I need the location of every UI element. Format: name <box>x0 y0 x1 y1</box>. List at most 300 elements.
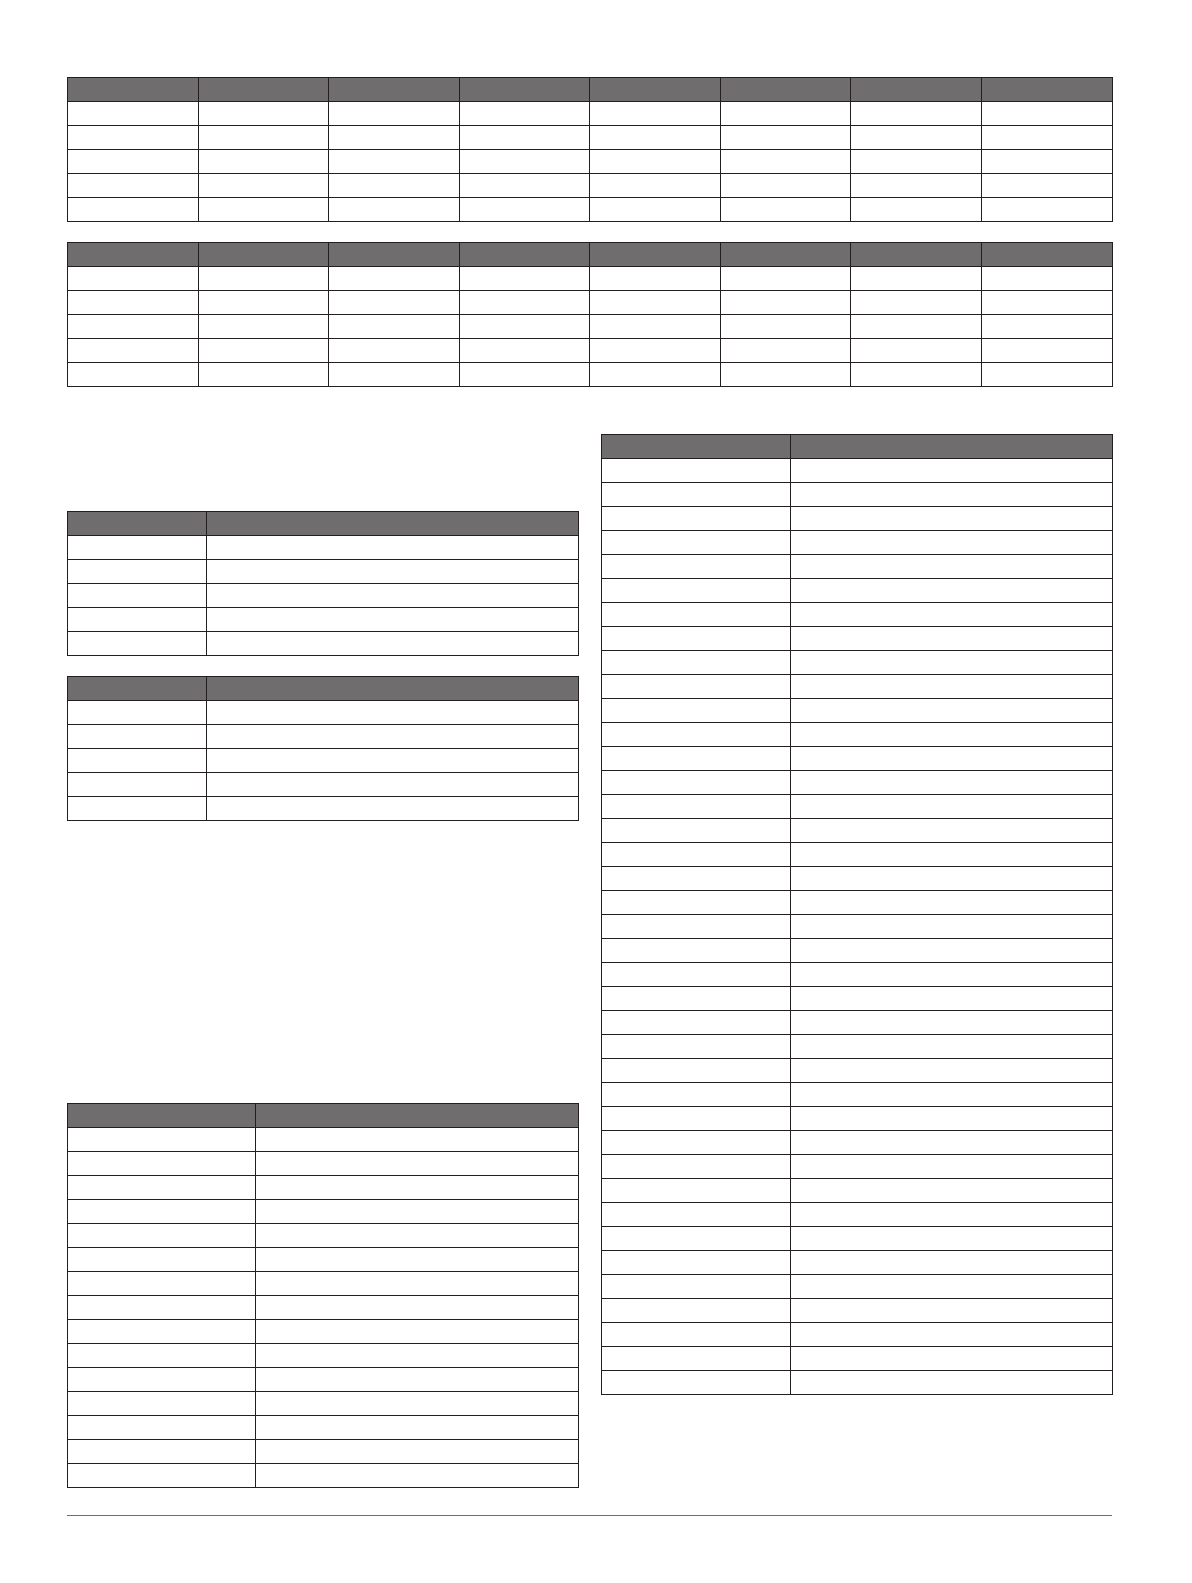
table-cell <box>602 507 791 531</box>
table-cell <box>851 102 982 126</box>
table-cell <box>68 536 207 560</box>
table-cell <box>68 291 199 315</box>
table-cell <box>602 1059 791 1083</box>
header-row <box>68 512 579 536</box>
table-row <box>602 1323 1113 1347</box>
table-cell <box>68 267 199 291</box>
table-cell <box>207 725 579 749</box>
table-cell <box>68 1320 256 1344</box>
table-cell <box>68 749 207 773</box>
left-table-2 <box>67 676 579 821</box>
table-cell <box>68 1128 256 1152</box>
table-cell <box>68 725 207 749</box>
table-cell <box>602 699 791 723</box>
table-cell <box>602 843 791 867</box>
table-cell <box>68 198 199 222</box>
table-cell <box>602 1275 791 1299</box>
header-row <box>68 677 579 701</box>
table-cell <box>68 1344 256 1368</box>
table-header <box>68 1104 579 1128</box>
table-cell <box>68 608 207 632</box>
table-row <box>68 584 579 608</box>
table-cell <box>982 363 1113 387</box>
table-row <box>68 291 1113 315</box>
table-row <box>602 867 1113 891</box>
table-cell <box>602 651 791 675</box>
table-cell <box>68 1392 256 1416</box>
table-cell <box>602 1203 791 1227</box>
table-cell <box>199 363 329 387</box>
table-cell <box>68 1248 256 1272</box>
header-cell <box>207 512 579 536</box>
table-row <box>68 339 1113 363</box>
table-row <box>68 150 1113 174</box>
header-cell <box>982 78 1113 102</box>
header-cell <box>329 243 460 267</box>
table-row <box>68 1392 579 1416</box>
table-cell <box>207 608 579 632</box>
table-cell <box>460 339 590 363</box>
table-cell <box>199 126 329 150</box>
table-cell <box>602 1083 791 1107</box>
table-cell <box>207 749 579 773</box>
table-cell <box>982 126 1113 150</box>
table-header <box>68 512 579 536</box>
table-row <box>68 267 1113 291</box>
footer-rule <box>67 1515 1112 1516</box>
table-cell <box>602 867 791 891</box>
table-cell <box>602 1251 791 1275</box>
table-cell <box>329 339 460 363</box>
table-row <box>68 1176 579 1200</box>
table-cell <box>602 1323 791 1347</box>
top-table-2 <box>67 242 1113 387</box>
table-cell <box>68 1464 256 1488</box>
header-cell <box>199 243 329 267</box>
table-cell <box>329 150 460 174</box>
table-row <box>602 795 1113 819</box>
table-cell <box>207 632 579 656</box>
header-cell <box>721 78 851 102</box>
table-row <box>602 1011 1113 1035</box>
table-cell <box>602 795 791 819</box>
table-cell <box>721 102 851 126</box>
header-cell <box>68 677 207 701</box>
table-cell <box>791 1035 1113 1059</box>
table-row <box>68 773 579 797</box>
table-row <box>602 579 1113 603</box>
table-cell <box>68 150 199 174</box>
table-cell <box>602 675 791 699</box>
header-cell <box>199 78 329 102</box>
table-cell <box>199 315 329 339</box>
table-cell <box>199 339 329 363</box>
table-cell <box>721 315 851 339</box>
table-cell <box>791 963 1113 987</box>
table-cell <box>590 126 721 150</box>
table-cell <box>791 1179 1113 1203</box>
table-cell <box>602 747 791 771</box>
table-cell <box>68 315 199 339</box>
table-cell <box>791 459 1113 483</box>
table-cell <box>590 315 721 339</box>
table-row <box>602 1179 1113 1203</box>
table-cell <box>602 603 791 627</box>
table-cell <box>602 579 791 603</box>
table-row <box>68 1320 579 1344</box>
table-cell <box>460 363 590 387</box>
table-cell <box>721 339 851 363</box>
table-cell <box>602 1107 791 1131</box>
table-cell <box>791 1083 1113 1107</box>
table-cell <box>590 150 721 174</box>
table-row <box>68 315 1113 339</box>
table-cell <box>791 1299 1113 1323</box>
table-cell <box>199 198 329 222</box>
table-row <box>68 701 579 725</box>
table-cell <box>460 126 590 150</box>
table-row <box>68 1368 579 1392</box>
header-cell <box>602 435 791 459</box>
table-cell <box>602 1179 791 1203</box>
table-cell <box>199 102 329 126</box>
table-row <box>68 749 579 773</box>
table-cell <box>207 701 579 725</box>
table-row <box>602 1203 1113 1227</box>
table-cell <box>460 198 590 222</box>
table-cell <box>982 102 1113 126</box>
table-row <box>68 1248 579 1272</box>
header-cell <box>851 243 982 267</box>
table-cell <box>329 198 460 222</box>
header-cell <box>68 512 207 536</box>
table-cell <box>791 939 1113 963</box>
table-cell <box>851 291 982 315</box>
table-cell <box>590 174 721 198</box>
table-row <box>602 819 1113 843</box>
table-cell <box>791 1227 1113 1251</box>
table-row <box>602 675 1113 699</box>
table-cell <box>851 174 982 198</box>
table-row <box>68 174 1113 198</box>
table-cell <box>791 579 1113 603</box>
table-cell <box>721 126 851 150</box>
table-row <box>602 1107 1113 1131</box>
table-row <box>68 1416 579 1440</box>
table-row <box>602 555 1113 579</box>
table-row <box>68 1464 579 1488</box>
table-cell <box>68 102 199 126</box>
table-cell <box>256 1176 579 1200</box>
table-row <box>602 627 1113 651</box>
table-cell <box>207 584 579 608</box>
table-body <box>68 1128 579 1488</box>
table-cell <box>207 773 579 797</box>
table-row <box>602 1299 1113 1323</box>
table-cell <box>329 126 460 150</box>
table-row <box>602 1131 1113 1155</box>
table-cell <box>68 1176 256 1200</box>
table-cell <box>256 1248 579 1272</box>
table-cell <box>791 1251 1113 1275</box>
table-cell <box>602 1347 791 1371</box>
table-cell <box>329 267 460 291</box>
table-cell <box>721 267 851 291</box>
table-cell <box>982 291 1113 315</box>
table-cell <box>68 1296 256 1320</box>
table-cell <box>460 102 590 126</box>
table-cell <box>791 483 1113 507</box>
table-cell <box>460 315 590 339</box>
table-cell <box>602 555 791 579</box>
header-cell <box>68 1104 256 1128</box>
table-row <box>68 1128 579 1152</box>
table-header <box>68 677 579 701</box>
table-cell <box>602 459 791 483</box>
table-row <box>68 102 1113 126</box>
table-cell <box>256 1344 579 1368</box>
table-cell <box>207 536 579 560</box>
table-cell <box>791 723 1113 747</box>
table-row <box>602 1227 1113 1251</box>
top-table-1 <box>67 77 1113 222</box>
table-cell <box>791 747 1113 771</box>
table-cell <box>982 150 1113 174</box>
table-cell <box>851 315 982 339</box>
header-cell <box>68 78 199 102</box>
table-body <box>68 102 1113 222</box>
table-row <box>68 1344 579 1368</box>
table-header <box>602 435 1113 459</box>
table-row <box>602 1083 1113 1107</box>
table-row <box>602 939 1113 963</box>
header-row <box>68 243 1113 267</box>
table-cell <box>460 174 590 198</box>
table-body <box>602 459 1113 1395</box>
table-row <box>602 963 1113 987</box>
table-cell <box>851 339 982 363</box>
table-cell <box>851 150 982 174</box>
table-cell <box>602 819 791 843</box>
header-cell <box>68 243 199 267</box>
table-cell <box>256 1440 579 1464</box>
table-cell <box>256 1464 579 1488</box>
table-row <box>602 699 1113 723</box>
table-cell <box>590 363 721 387</box>
table-cell <box>791 867 1113 891</box>
table-cell <box>199 267 329 291</box>
left-table-3 <box>67 1103 579 1488</box>
table-cell <box>791 531 1113 555</box>
table-cell <box>602 1011 791 1035</box>
table-row <box>68 363 1113 387</box>
table-cell <box>329 363 460 387</box>
table-cell <box>199 174 329 198</box>
table-row <box>602 1275 1113 1299</box>
table-cell <box>791 507 1113 531</box>
table-cell <box>256 1368 579 1392</box>
table-cell <box>791 1203 1113 1227</box>
table-cell <box>982 198 1113 222</box>
table-cell <box>602 531 791 555</box>
table-cell <box>851 126 982 150</box>
table-cell <box>791 795 1113 819</box>
header-cell <box>791 435 1113 459</box>
table-cell <box>791 891 1113 915</box>
table-cell <box>602 987 791 1011</box>
header-row <box>602 435 1113 459</box>
table-row <box>602 747 1113 771</box>
header-cell <box>207 677 579 701</box>
table-cell <box>851 363 982 387</box>
table-row <box>602 987 1113 1011</box>
header-cell <box>590 78 721 102</box>
header-cell <box>256 1104 579 1128</box>
table-cell <box>68 1368 256 1392</box>
table-cell <box>68 1200 256 1224</box>
table-cell <box>721 291 851 315</box>
table-row <box>68 198 1113 222</box>
table-cell <box>68 174 199 198</box>
table-cell <box>982 339 1113 363</box>
header-cell <box>460 78 590 102</box>
table-cell <box>256 1392 579 1416</box>
table-cell <box>68 1416 256 1440</box>
table-cell <box>791 843 1113 867</box>
table-cell <box>791 1323 1113 1347</box>
table-cell <box>68 126 199 150</box>
table-cell <box>602 891 791 915</box>
header-cell <box>460 243 590 267</box>
table-cell <box>602 1371 791 1395</box>
table-cell <box>68 797 207 821</box>
table-cell <box>68 363 199 387</box>
table-cell <box>602 1227 791 1251</box>
table-cell <box>602 963 791 987</box>
table-row <box>68 1272 579 1296</box>
table-row <box>68 1224 579 1248</box>
table-cell <box>256 1224 579 1248</box>
table-cell <box>791 1347 1113 1371</box>
table-row <box>68 608 579 632</box>
table-cell <box>68 701 207 725</box>
table-cell <box>256 1416 579 1440</box>
table-cell <box>460 291 590 315</box>
table-cell <box>602 1299 791 1323</box>
table-cell <box>602 627 791 651</box>
table-cell <box>68 1440 256 1464</box>
table-row <box>602 507 1113 531</box>
table-cell <box>721 198 851 222</box>
table-row <box>602 1371 1113 1395</box>
table-cell <box>256 1296 579 1320</box>
table-row <box>602 603 1113 627</box>
table-cell <box>68 584 207 608</box>
table-header <box>68 243 1113 267</box>
table-cell <box>791 915 1113 939</box>
table-cell <box>851 267 982 291</box>
table-cell <box>329 102 460 126</box>
table-cell <box>256 1200 579 1224</box>
table-cell <box>68 632 207 656</box>
table-body <box>68 536 579 656</box>
header-cell <box>982 243 1113 267</box>
table-cell <box>207 797 579 821</box>
table-cell <box>791 987 1113 1011</box>
table-cell <box>721 174 851 198</box>
table-cell <box>256 1320 579 1344</box>
table-row <box>602 1251 1113 1275</box>
table-cell <box>590 198 721 222</box>
table-cell <box>721 150 851 174</box>
table-cell <box>602 915 791 939</box>
header-cell <box>590 243 721 267</box>
table-cell <box>68 339 199 363</box>
table-cell <box>791 699 1113 723</box>
header-cell <box>851 78 982 102</box>
table-cell <box>791 603 1113 627</box>
header-row <box>68 1104 579 1128</box>
header-cell <box>329 78 460 102</box>
table-cell <box>791 651 1113 675</box>
table-cell <box>256 1128 579 1152</box>
table-cell <box>791 1011 1113 1035</box>
table-row <box>68 1440 579 1464</box>
table-row <box>68 536 579 560</box>
table-cell <box>982 174 1113 198</box>
table-cell <box>256 1272 579 1296</box>
table-row <box>602 771 1113 795</box>
table-row <box>68 632 579 656</box>
table-cell <box>590 291 721 315</box>
table-cell <box>329 291 460 315</box>
table-row <box>602 459 1113 483</box>
table-cell <box>791 675 1113 699</box>
table-cell <box>590 339 721 363</box>
table-cell <box>602 723 791 747</box>
table-row <box>68 725 579 749</box>
table-row <box>602 723 1113 747</box>
table-cell <box>602 1155 791 1179</box>
table-row <box>68 1296 579 1320</box>
table-cell <box>602 939 791 963</box>
table-row <box>602 531 1113 555</box>
table-cell <box>68 1152 256 1176</box>
table-cell <box>602 1035 791 1059</box>
table-cell <box>68 560 207 584</box>
table-cell <box>791 771 1113 795</box>
table-cell <box>256 1152 579 1176</box>
header-row <box>68 78 1113 102</box>
table-cell <box>329 315 460 339</box>
table-cell <box>68 773 207 797</box>
table-cell <box>199 291 329 315</box>
table-cell <box>982 315 1113 339</box>
table-cell <box>602 483 791 507</box>
table-cell <box>721 363 851 387</box>
table-header <box>68 78 1113 102</box>
header-cell <box>721 243 851 267</box>
table-cell <box>460 267 590 291</box>
table-row <box>602 1155 1113 1179</box>
table-cell <box>68 1272 256 1296</box>
table-row <box>68 797 579 821</box>
table-cell <box>207 560 579 584</box>
table-cell <box>791 1155 1113 1179</box>
table-cell <box>791 555 1113 579</box>
table-cell <box>982 267 1113 291</box>
table-row <box>602 1347 1113 1371</box>
